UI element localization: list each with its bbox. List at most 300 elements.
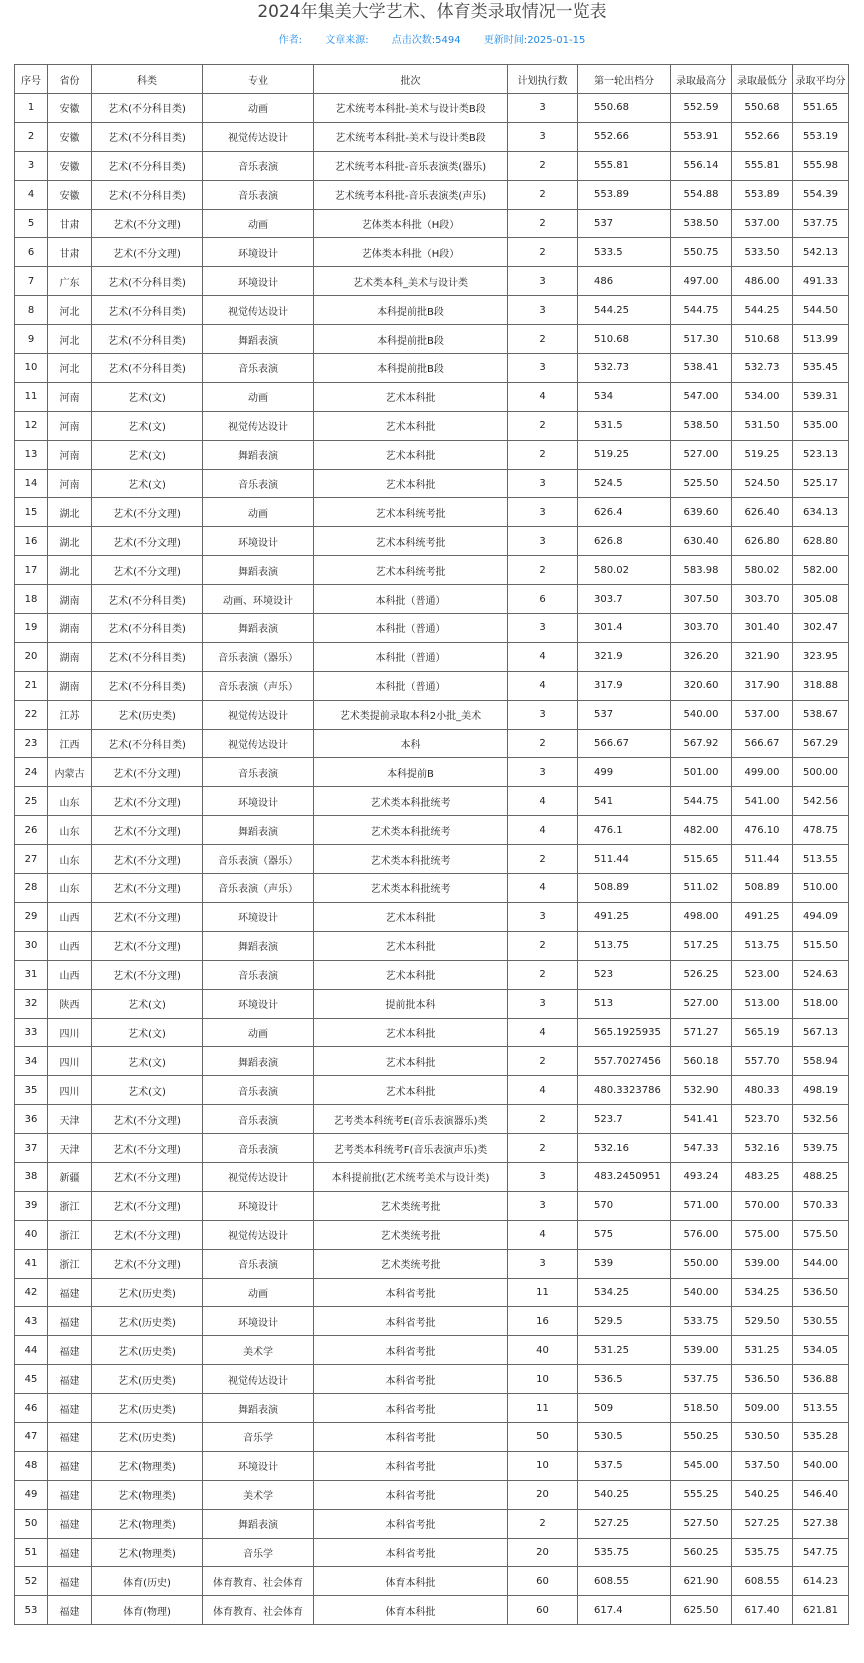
table-row	[15, 354, 849, 383]
col-batch-cell: 本科省考批	[314, 1538, 508, 1567]
col-province-cell: 安徽	[48, 180, 92, 209]
col-plan-cell: 2	[508, 1047, 578, 1076]
col-batch-cell: 本科提前批B段	[314, 354, 508, 383]
col-plan-cell: 3	[508, 902, 578, 931]
col-category-cell: 艺术(物理类)	[92, 1538, 203, 1567]
col-min-score-cell: 531.25	[732, 1336, 793, 1365]
col-plan-cell: 4	[508, 787, 578, 816]
col-batch-cell: 艺术本科批	[314, 931, 508, 960]
col-plan-cell: 10	[508, 1365, 578, 1394]
col-avg-score-cell: 542.13	[793, 238, 849, 267]
col-province-cell: 甘肃	[48, 209, 92, 238]
col-province-cell: 河南	[48, 469, 92, 498]
col-max-score-cell: 303.70	[671, 614, 732, 643]
col-first-round-cell: 537	[578, 209, 671, 238]
col-category-cell: 艺术(不分文理)	[92, 1220, 203, 1249]
col-plan-cell: 10	[508, 1451, 578, 1480]
col-major-cell: 舞蹈表演	[203, 556, 314, 585]
col-min-score-cell: 534.25	[732, 1278, 793, 1307]
col-index-cell: 53	[15, 1596, 48, 1625]
col-major-cell: 环境设计	[203, 1451, 314, 1480]
col-index-cell: 18	[15, 585, 48, 614]
table-row	[15, 382, 849, 411]
col-index-cell: 3	[15, 151, 48, 180]
col-major-cell: 音乐表演	[203, 469, 314, 498]
col-major-cell: 动画	[203, 382, 314, 411]
col-category-cell: 艺术(不分文理)	[92, 1191, 203, 1220]
click-count-label: 点击次数:	[391, 35, 436, 46]
col-index-cell: 28	[15, 874, 48, 903]
col-batch-cell: 艺术类提前录取本科2小批_美术	[314, 700, 508, 729]
col-category-cell: 艺术(历史类)	[92, 1394, 203, 1423]
col-plan-cell: 3	[508, 1162, 578, 1191]
col-max-score-cell: 527.00	[671, 440, 732, 469]
col-min-score-cell: 544.25	[732, 296, 793, 325]
col-plan-cell: 3	[508, 989, 578, 1018]
col-major-cell: 舞蹈表演	[203, 440, 314, 469]
col-first-round-cell: 508.89	[578, 874, 671, 903]
col-min-score-cell: 321.90	[732, 642, 793, 671]
col-first-round-cell: 565.1925935	[578, 1018, 671, 1047]
col-category-cell: 艺术(不分科目类)	[92, 122, 203, 151]
col-batch-cell: 艺术统考本科批-美术与设计类B段	[314, 122, 508, 151]
col-batch-cell: 本科省考批	[314, 1480, 508, 1509]
col-major-cell: 音乐表演	[203, 180, 314, 209]
col-major-cell: 环境设计	[203, 527, 314, 556]
col-category-cell: 艺术(不分科目类)	[92, 296, 203, 325]
col-avg-score-cell: 628.80	[793, 527, 849, 556]
col-category-cell: 艺术(不分文理)	[92, 1134, 203, 1163]
col-category-cell: 艺术(文)	[92, 1047, 203, 1076]
col-index-cell: 8	[15, 296, 48, 325]
col-avg-score-cell: 582.00	[793, 556, 849, 585]
col-batch-cell: 本科提前B	[314, 758, 508, 787]
col-max-score-cell: 583.98	[671, 556, 732, 585]
col-max-score-cell: 498.00	[671, 902, 732, 931]
col-index-cell: 30	[15, 931, 48, 960]
col-batch-cell: 艺术类统考批	[314, 1249, 508, 1278]
col-batch-cell: 本科省考批	[314, 1394, 508, 1423]
col-batch-cell: 艺术本科批	[314, 440, 508, 469]
col-batch-cell: 艺术本科批	[314, 902, 508, 931]
col-first-round-cell: 580.02	[578, 556, 671, 585]
table-row	[15, 1018, 849, 1047]
col-major-cell: 动画	[203, 209, 314, 238]
col-avg-score-cell: 527.38	[793, 1509, 849, 1538]
col-max-score-cell: 538.50	[671, 411, 732, 440]
col-batch-cell: 本科提前批B段	[314, 325, 508, 354]
col-max-score-cell: 511.02	[671, 874, 732, 903]
col-min-score-cell: 508.89	[732, 874, 793, 903]
col-batch-cell: 艺术本科批	[314, 960, 508, 989]
col-first-round-cell: 523	[578, 960, 671, 989]
table-row	[15, 1451, 849, 1480]
col-first-round-header: 第一轮出档分	[578, 65, 671, 94]
col-plan-cell: 50	[508, 1422, 578, 1451]
col-max-score-cell: 539.00	[671, 1336, 732, 1365]
col-min-score-cell: 532.16	[732, 1134, 793, 1163]
col-avg-score-cell: 575.50	[793, 1220, 849, 1249]
col-index-cell: 38	[15, 1162, 48, 1191]
col-province-cell: 山西	[48, 902, 92, 931]
col-max-score-cell: 567.92	[671, 729, 732, 758]
col-avg-score-cell: 567.13	[793, 1018, 849, 1047]
col-min-score-cell: 536.50	[732, 1365, 793, 1394]
col-min-score-cell: 531.50	[732, 411, 793, 440]
col-category-cell: 艺术(不分文理)	[92, 1162, 203, 1191]
table-row	[15, 1365, 849, 1394]
col-category-cell: 艺术(不分科目类)	[92, 325, 203, 354]
col-min-score-cell: 301.40	[732, 614, 793, 643]
col-first-round-cell: 626.4	[578, 498, 671, 527]
col-index-cell: 21	[15, 671, 48, 700]
col-first-round-cell: 539	[578, 1249, 671, 1278]
col-first-round-cell: 552.66	[578, 122, 671, 151]
col-plan-cell: 4	[508, 1076, 578, 1105]
col-first-round-cell: 553.89	[578, 180, 671, 209]
col-category-cell: 艺术(文)	[92, 440, 203, 469]
table-row	[15, 1249, 849, 1278]
col-index-cell: 36	[15, 1105, 48, 1134]
table-row	[15, 1538, 849, 1567]
col-first-round-cell: 301.4	[578, 614, 671, 643]
col-batch-cell: 本科省考批	[314, 1336, 508, 1365]
col-first-round-cell: 531.25	[578, 1336, 671, 1365]
col-category-cell: 艺术(不分科目类)	[92, 354, 203, 383]
col-max-score-cell: 307.50	[671, 585, 732, 614]
col-category-cell: 艺术(物理类)	[92, 1509, 203, 1538]
col-major-cell: 体育教育、社会体育	[203, 1567, 314, 1596]
col-max-score-cell: 554.88	[671, 180, 732, 209]
col-plan-cell: 4	[508, 382, 578, 411]
col-batch-cell: 艺术类统考批	[314, 1220, 508, 1249]
col-index-cell: 9	[15, 325, 48, 354]
col-major-cell: 动画	[203, 498, 314, 527]
article-meta	[0, 34, 864, 48]
col-province-cell: 福建	[48, 1538, 92, 1567]
col-category-cell: 艺术(文)	[92, 1018, 203, 1047]
col-first-round-cell: 540.25	[578, 1480, 671, 1509]
col-avg-score-cell: 539.31	[793, 382, 849, 411]
table-body	[15, 94, 849, 1625]
col-first-round-cell: 510.68	[578, 325, 671, 354]
col-max-score-cell: 550.75	[671, 238, 732, 267]
col-min-score-cell: 510.68	[732, 325, 793, 354]
col-first-round-cell: 537.5	[578, 1451, 671, 1480]
col-batch-cell: 艺术统考本科批-音乐表演类(器乐)	[314, 151, 508, 180]
col-plan-cell: 20	[508, 1538, 578, 1567]
col-min-score-cell: 527.25	[732, 1509, 793, 1538]
col-plan-cell: 2	[508, 1509, 578, 1538]
table-row	[15, 238, 849, 267]
col-province-cell: 浙江	[48, 1191, 92, 1220]
col-plan-cell: 4	[508, 642, 578, 671]
click-count-value: 5494	[435, 35, 461, 46]
col-index-cell: 47	[15, 1422, 48, 1451]
table-row	[15, 556, 849, 585]
table-row	[15, 902, 849, 931]
col-max-score-cell: 545.00	[671, 1451, 732, 1480]
col-index-cell: 40	[15, 1220, 48, 1249]
col-min-score-cell: 509.00	[732, 1394, 793, 1423]
col-avg-score-cell: 518.00	[793, 989, 849, 1018]
col-plan-cell: 2	[508, 238, 578, 267]
col-plan-cell: 4	[508, 671, 578, 700]
col-min-score-cell: 486.00	[732, 267, 793, 296]
col-max-score-cell: 550.25	[671, 1422, 732, 1451]
col-first-round-cell: 486	[578, 267, 671, 296]
col-batch-cell: 艺术类本科批统考	[314, 816, 508, 845]
col-max-score-cell: 576.00	[671, 1220, 732, 1249]
table-row	[15, 729, 849, 758]
col-max-score-header: 录取最高分	[671, 65, 732, 94]
col-batch-cell: 艺术本科批	[314, 1047, 508, 1076]
col-min-score-cell: 483.25	[732, 1162, 793, 1191]
col-plan-cell: 3	[508, 469, 578, 498]
col-category-cell: 体育(历史)	[92, 1567, 203, 1596]
table-row	[15, 1509, 849, 1538]
col-province-cell: 河南	[48, 382, 92, 411]
col-province-cell: 湖北	[48, 556, 92, 585]
col-plan-cell: 3	[508, 354, 578, 383]
table-row	[15, 671, 849, 700]
col-major-cell: 音乐表演（声乐）	[203, 671, 314, 700]
col-index-cell: 37	[15, 1134, 48, 1163]
col-index-cell: 26	[15, 816, 48, 845]
col-first-round-cell: 550.68	[578, 94, 671, 123]
col-category-cell: 艺术(不分科目类)	[92, 642, 203, 671]
col-min-score-cell: 533.50	[732, 238, 793, 267]
table-row	[15, 440, 849, 469]
col-province-cell: 浙江	[48, 1249, 92, 1278]
col-first-round-cell: 476.1	[578, 816, 671, 845]
col-index-cell: 50	[15, 1509, 48, 1538]
col-min-score-cell: 491.25	[732, 902, 793, 931]
col-batch-cell: 艺术统考本科批-音乐表演类(声乐)	[314, 180, 508, 209]
col-max-score-cell: 621.90	[671, 1567, 732, 1596]
col-plan-cell: 16	[508, 1307, 578, 1336]
col-province-cell: 福建	[48, 1422, 92, 1451]
col-max-score-cell: 630.40	[671, 527, 732, 556]
col-category-cell: 艺术(文)	[92, 1076, 203, 1105]
col-plan-cell: 2	[508, 931, 578, 960]
col-plan-cell: 2	[508, 325, 578, 354]
col-plan-cell: 2	[508, 845, 578, 874]
col-batch-cell: 本科省考批	[314, 1509, 508, 1538]
col-batch-cell: 提前批本科	[314, 989, 508, 1018]
col-max-score-cell: 571.00	[671, 1191, 732, 1220]
col-index-cell: 33	[15, 1018, 48, 1047]
col-major-cell: 音乐表演（器乐）	[203, 845, 314, 874]
col-province-cell: 湖南	[48, 585, 92, 614]
col-major-cell: 动画	[203, 1278, 314, 1307]
col-first-round-cell: 317.9	[578, 671, 671, 700]
col-avg-score-cell: 540.00	[793, 1451, 849, 1480]
col-first-round-cell: 566.67	[578, 729, 671, 758]
col-index-cell: 2	[15, 122, 48, 151]
col-min-score-cell: 537.00	[732, 700, 793, 729]
col-province-cell: 内蒙古	[48, 758, 92, 787]
col-first-round-cell: 499	[578, 758, 671, 787]
col-index-cell: 31	[15, 960, 48, 989]
table-row	[15, 700, 849, 729]
col-province-cell: 四川	[48, 1047, 92, 1076]
col-max-score-cell: 538.50	[671, 209, 732, 238]
col-major-cell: 动画、环境设计	[203, 585, 314, 614]
col-max-score-cell: 482.00	[671, 816, 732, 845]
col-category-cell: 艺术(不分文理)	[92, 816, 203, 845]
col-batch-cell: 艺术类本科批统考	[314, 874, 508, 903]
col-province-header: 省份	[48, 65, 92, 94]
col-batch-cell: 艺术本科批	[314, 1076, 508, 1105]
col-batch-cell: 艺术类统考批	[314, 1191, 508, 1220]
col-index-cell: 25	[15, 787, 48, 816]
col-category-cell: 艺术(不分文理)	[92, 1249, 203, 1278]
table-row	[15, 296, 849, 325]
col-province-cell: 湖南	[48, 614, 92, 643]
col-plan-cell: 20	[508, 1480, 578, 1509]
col-min-score-cell: 523.00	[732, 960, 793, 989]
col-plan-cell: 2	[508, 411, 578, 440]
col-province-cell: 山西	[48, 960, 92, 989]
col-category-cell: 艺术(不分科目类)	[92, 585, 203, 614]
col-index-cell: 51	[15, 1538, 48, 1567]
table-row	[15, 1480, 849, 1509]
col-category-cell: 艺术(不分科目类)	[92, 729, 203, 758]
col-province-cell: 湖北	[48, 498, 92, 527]
table-row	[15, 642, 849, 671]
col-category-cell: 艺术(不分文理)	[92, 931, 203, 960]
col-avg-score-cell: 555.98	[793, 151, 849, 180]
col-min-score-cell: 553.89	[732, 180, 793, 209]
table-row	[15, 1394, 849, 1423]
col-min-score-cell: 608.55	[732, 1567, 793, 1596]
col-max-score-cell: 526.25	[671, 960, 732, 989]
table-row	[15, 1134, 849, 1163]
col-min-score-cell: 626.80	[732, 527, 793, 556]
col-batch-cell: 艺术类本科批统考	[314, 787, 508, 816]
col-avg-score-header: 录取平均分	[793, 65, 849, 94]
col-max-score-cell: 527.00	[671, 989, 732, 1018]
col-index-cell: 5	[15, 209, 48, 238]
col-min-score-cell: 513.75	[732, 931, 793, 960]
col-province-cell: 安徽	[48, 122, 92, 151]
col-min-score-cell: 523.70	[732, 1105, 793, 1134]
col-major-cell: 视觉传达设计	[203, 729, 314, 758]
col-major-cell: 视觉传达设计	[203, 700, 314, 729]
col-min-score-cell: 532.73	[732, 354, 793, 383]
col-major-cell: 视觉传达设计	[203, 296, 314, 325]
col-province-cell: 湖南	[48, 642, 92, 671]
col-min-score-cell: 550.68	[732, 94, 793, 123]
col-category-cell: 艺术(不分文理)	[92, 845, 203, 874]
table-row	[15, 1567, 849, 1596]
col-major-header: 专业	[203, 65, 314, 94]
table-row	[15, 498, 849, 527]
col-plan-cell: 3	[508, 614, 578, 643]
col-index-cell: 27	[15, 845, 48, 874]
table-row	[15, 527, 849, 556]
table-header-row	[15, 65, 849, 94]
col-province-cell: 山东	[48, 816, 92, 845]
col-max-score-cell: 517.25	[671, 931, 732, 960]
col-first-round-cell: 541	[578, 787, 671, 816]
col-plan-cell: 3	[508, 700, 578, 729]
col-max-score-cell: 533.75	[671, 1307, 732, 1336]
col-avg-score-cell: 318.88	[793, 671, 849, 700]
col-index-cell: 16	[15, 527, 48, 556]
col-avg-score-cell: 551.65	[793, 94, 849, 123]
col-avg-score-cell: 554.39	[793, 180, 849, 209]
col-min-score-cell: 476.10	[732, 816, 793, 845]
col-province-cell: 山东	[48, 787, 92, 816]
col-index-cell: 42	[15, 1278, 48, 1307]
col-max-score-cell: 639.60	[671, 498, 732, 527]
table-row	[15, 931, 849, 960]
col-max-score-cell: 537.75	[671, 1365, 732, 1394]
col-major-cell: 音乐表演（器乐）	[203, 642, 314, 671]
table-row	[15, 1162, 849, 1191]
col-major-cell: 音乐表演	[203, 960, 314, 989]
col-index-cell: 4	[15, 180, 48, 209]
col-avg-score-cell: 546.40	[793, 1480, 849, 1509]
table-row	[15, 758, 849, 787]
col-first-round-cell: 535.75	[578, 1538, 671, 1567]
col-first-round-cell: 570	[578, 1191, 671, 1220]
col-avg-score-cell: 535.00	[793, 411, 849, 440]
col-province-cell: 天津	[48, 1134, 92, 1163]
col-category-cell: 艺术(物理类)	[92, 1451, 203, 1480]
col-index-cell: 24	[15, 758, 48, 787]
col-category-cell: 艺术(不分科目类)	[92, 267, 203, 296]
col-index-cell: 20	[15, 642, 48, 671]
col-min-score-cell: 540.25	[732, 1480, 793, 1509]
col-province-cell: 广东	[48, 267, 92, 296]
col-first-round-cell: 513	[578, 989, 671, 1018]
col-batch-cell: 本科省考批	[314, 1278, 508, 1307]
col-category-cell: 艺术(不分文理)	[92, 758, 203, 787]
col-category-cell: 艺术(不分科目类)	[92, 151, 203, 180]
table-row	[15, 1422, 849, 1451]
col-min-score-cell: 555.81	[732, 151, 793, 180]
col-index-cell: 17	[15, 556, 48, 585]
col-category-cell: 艺术(不分文理)	[92, 874, 203, 903]
col-avg-score-cell: 534.05	[793, 1336, 849, 1365]
col-plan-cell: 40	[508, 1336, 578, 1365]
col-max-score-cell: 501.00	[671, 758, 732, 787]
col-max-score-cell: 571.27	[671, 1018, 732, 1047]
col-first-round-cell: 532.16	[578, 1134, 671, 1163]
col-category-cell: 艺术(历史类)	[92, 1307, 203, 1336]
col-min-score-cell: 537.50	[732, 1451, 793, 1480]
col-major-cell: 环境设计	[203, 238, 314, 267]
col-major-cell: 舞蹈表演	[203, 325, 314, 354]
col-major-cell: 视觉传达设计	[203, 1162, 314, 1191]
col-index-cell: 52	[15, 1567, 48, 1596]
col-plan-cell: 4	[508, 1018, 578, 1047]
col-batch-cell: 本科批（普通）	[314, 642, 508, 671]
col-major-cell: 动画	[203, 1018, 314, 1047]
col-province-cell: 福建	[48, 1596, 92, 1625]
col-category-cell: 艺术(文)	[92, 411, 203, 440]
col-min-score-cell: 529.50	[732, 1307, 793, 1336]
col-index-cell: 1	[15, 94, 48, 123]
col-first-round-cell: 544.25	[578, 296, 671, 325]
col-min-score-cell: 303.70	[732, 585, 793, 614]
col-avg-score-cell: 536.50	[793, 1278, 849, 1307]
col-avg-score-cell: 570.33	[793, 1191, 849, 1220]
col-plan-cell: 2	[508, 151, 578, 180]
